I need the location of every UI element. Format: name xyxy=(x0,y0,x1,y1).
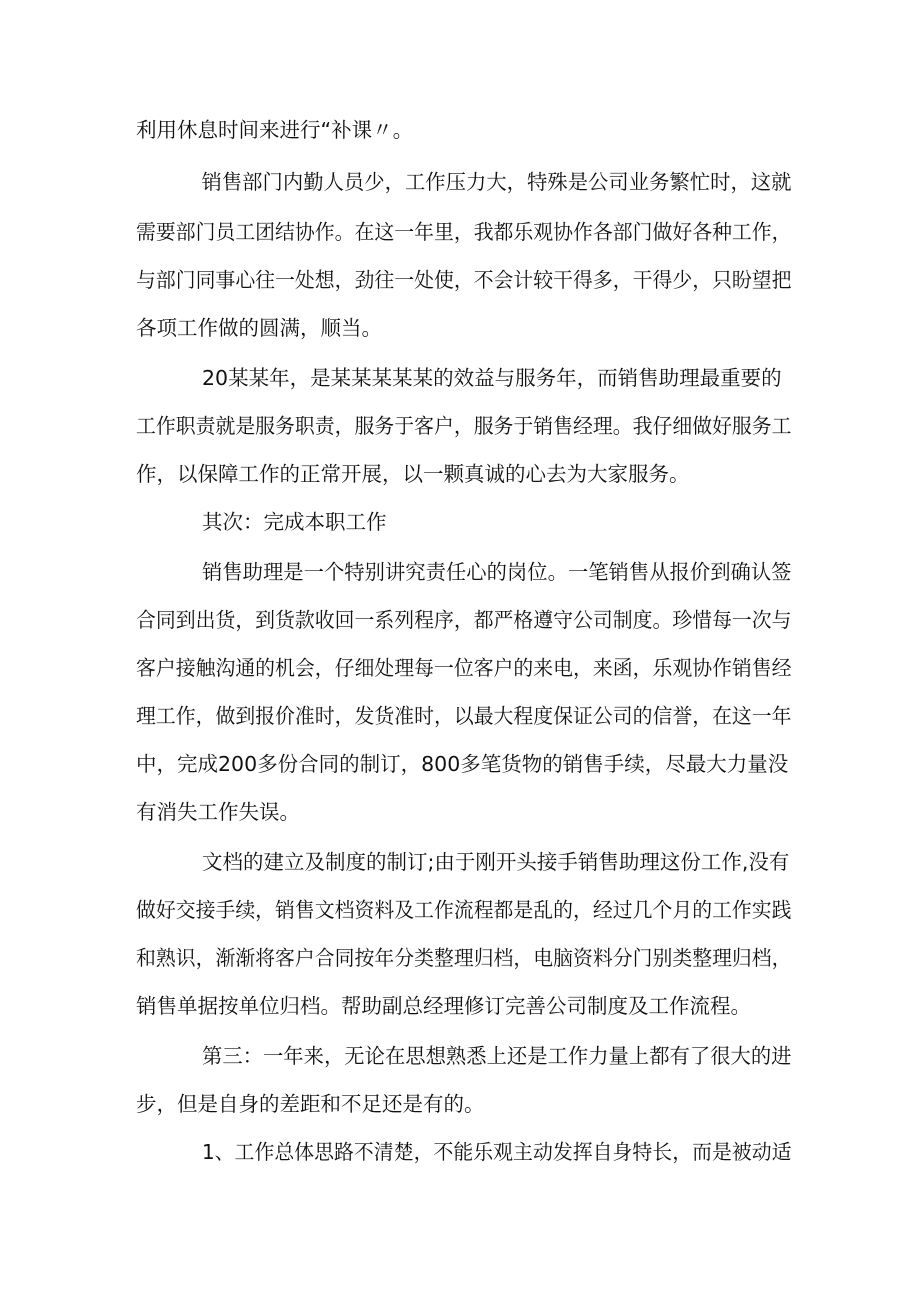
paragraph-line: 工作职责就是服务职责，服务于客户，服务于销售经理。我仔细做好服务工 xyxy=(136,414,792,438)
paragraph-line: 理工作，做到报价准时，发货准时，以最大程度保证公司的信誉，在这一年 xyxy=(136,704,792,728)
paragraph-line: 步，但是自身的差距和不足还是有的。 xyxy=(136,1092,485,1116)
paragraph-line: 利用休息时间来进行“补课〃。 xyxy=(136,118,414,142)
paragraph-line: 有消失工作失误。 xyxy=(136,800,300,824)
paragraph-line: 和熟识，渐渐将客户合同按年分类整理归档，电脑资料分门别类整理归档， xyxy=(136,946,792,970)
paragraph-line: 文档的建立及制度的制订;由于刚开头接手销售助理这份工作,没有 xyxy=(202,850,790,874)
paragraph-line: 中，完成200多份合同的制订，800多笔货物的销售手续，尽最大力量没 xyxy=(136,752,789,776)
paragraph-line: 做好交接手续，销售文档资料及工作流程都是乱的，经过几个月的工作实践 xyxy=(136,898,792,922)
paragraph-line: 与部门同事心往一处想，劲往一处使，不会计较干得多，干得少，只盼望把 xyxy=(136,268,792,292)
paragraph-line: 20某某年，是某某某某某的效益与服务年，而销售助理最重要的 xyxy=(202,366,782,390)
paragraph-line: 销售部门内勤人员少，工作压力大，特殊是公司业务繁忙时，这就 xyxy=(201,170,792,194)
paragraph-line: 各项工作做的圆满，顺当。 xyxy=(136,316,382,340)
list-item: 1、工作总体思路不清楚，不能乐观主动发挥自身特长，而是被动适 xyxy=(202,1140,792,1164)
paragraph-line: 销售助理是一个特别讲究责任心的岗位。一笔销售从报价到确认签 xyxy=(202,560,792,584)
paragraph-line: 第三：一年来，无论在思想熟悉上还是工作力量上都有了很大的进 xyxy=(202,1044,792,1068)
paragraph-line: 客户接触沟通的机会，仔细处理每一位客户的来电，来函，乐观协作销售经 xyxy=(136,656,792,680)
paragraph-line: 合同到出货，到货款收回一系列程序，都严格遵守公司制度。珍惜每一次与 xyxy=(136,608,792,632)
paragraph-line: 需要部门员工团结协作。在这一年里，我都乐观协作各部门做好各种工作， xyxy=(136,220,792,244)
section-heading: 其次：完成本职工作 xyxy=(202,510,387,534)
paragraph-line: 作，以保障工作的正常开展，以一颗真诚的心去为大家服务。 xyxy=(136,462,690,486)
paragraph-line: 销售单据按单位归档。帮助副总经理修订完善公司制度及工作流程。 xyxy=(136,994,751,1018)
